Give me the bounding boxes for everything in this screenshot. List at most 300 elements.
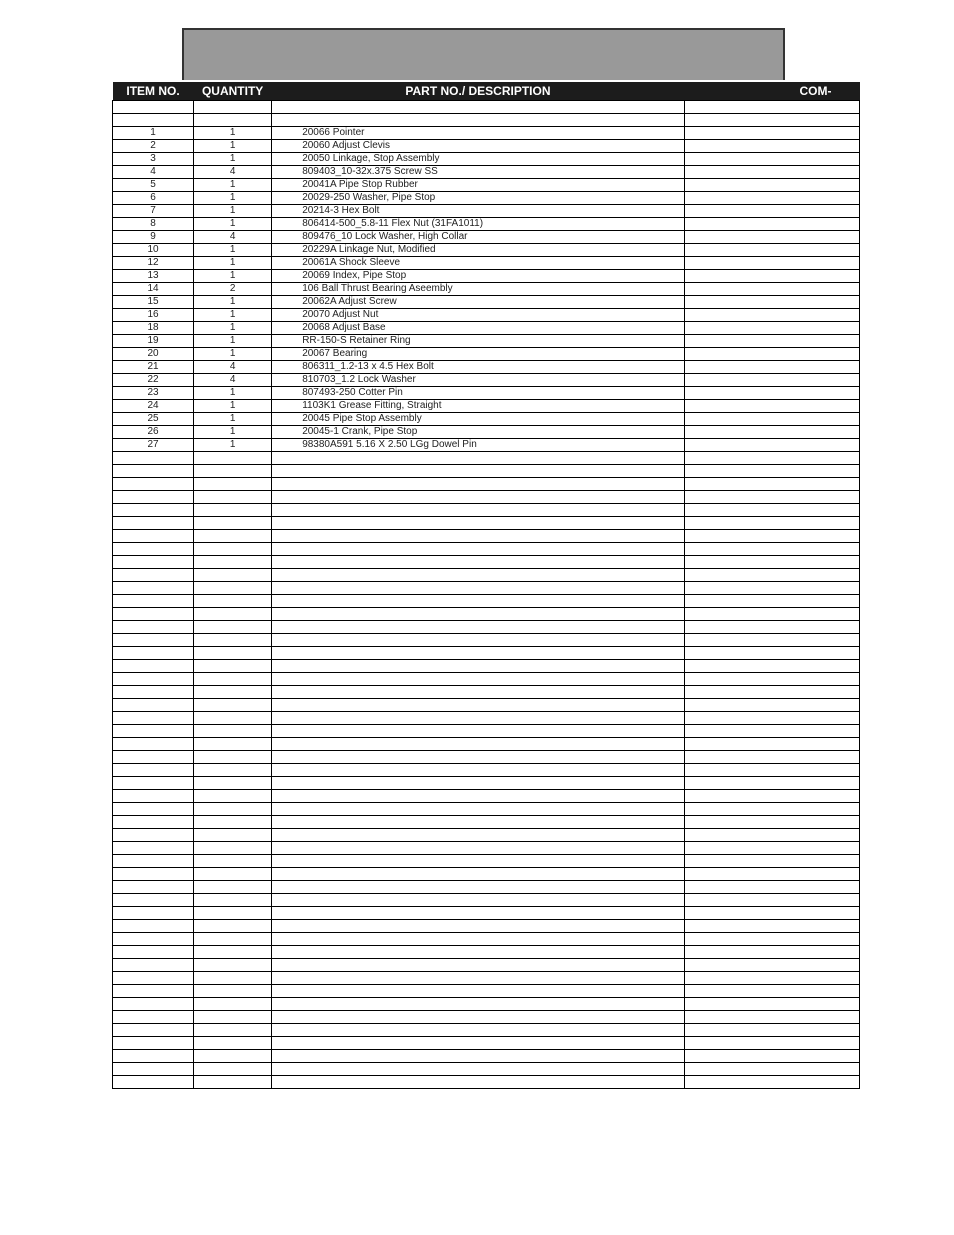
comments-cell	[684, 660, 859, 673]
item-no-cell	[113, 1076, 194, 1089]
description-cell	[272, 803, 685, 816]
table-row	[113, 348, 860, 361]
item-no-cell: 23	[113, 387, 194, 400]
blank-row	[113, 673, 860, 686]
item-no-cell: 2	[113, 140, 194, 153]
comments-cell	[684, 790, 859, 803]
quantity-cell	[194, 621, 272, 634]
description-cell: 20060 Adjust Clevis	[272, 140, 685, 153]
comments-cell	[684, 582, 859, 595]
header-quantity: QUANTITY	[194, 82, 272, 101]
quantity-cell: 1	[194, 244, 272, 257]
comments-cell	[684, 153, 859, 166]
description-cell	[272, 933, 685, 946]
item-no-cell	[113, 569, 194, 582]
quantity-cell: 1	[194, 309, 272, 322]
item-no-cell	[113, 452, 194, 465]
item-no-cell	[113, 1024, 194, 1037]
comments-cell	[684, 283, 859, 296]
comments-cell	[684, 894, 859, 907]
comments-cell	[684, 751, 859, 764]
quantity-cell: 1	[194, 257, 272, 270]
description-cell: 20229A Linkage Nut, Modified	[272, 244, 685, 257]
quantity-cell: 1	[194, 348, 272, 361]
comments-cell	[684, 374, 859, 387]
quantity-cell	[194, 114, 272, 127]
blank-row	[113, 478, 860, 491]
blank-row	[113, 491, 860, 504]
quantity-cell: 1	[194, 218, 272, 231]
blank-row	[113, 907, 860, 920]
table-row	[113, 244, 860, 257]
item-no-cell: 1	[113, 127, 194, 140]
description-cell	[272, 1011, 685, 1024]
blank-row	[113, 699, 860, 712]
quantity-cell	[194, 907, 272, 920]
description-cell	[272, 660, 685, 673]
quantity-cell	[194, 478, 272, 491]
description-cell: 809403_10-32x.375 Screw SS	[272, 166, 685, 179]
description-cell	[272, 946, 685, 959]
blank-row	[113, 686, 860, 699]
comments-cell	[684, 647, 859, 660]
comments-cell	[684, 309, 859, 322]
table-row	[113, 335, 860, 348]
description-cell	[272, 920, 685, 933]
blank-row	[113, 621, 860, 634]
comments-cell	[684, 595, 859, 608]
quantity-cell	[194, 1024, 272, 1037]
item-no-cell	[113, 998, 194, 1011]
comments-cell	[684, 296, 859, 309]
comments-cell	[684, 972, 859, 985]
comments-cell	[684, 777, 859, 790]
comments-cell	[684, 569, 859, 582]
comments-cell	[684, 1037, 859, 1050]
blank-row	[113, 101, 860, 114]
item-no-cell: 27	[113, 439, 194, 452]
quantity-cell: 1	[194, 192, 272, 205]
description-cell: 20067 Bearing	[272, 348, 685, 361]
item-no-cell: 18	[113, 322, 194, 335]
description-cell	[272, 998, 685, 1011]
description-cell: 20050 Linkage, Stop Assembly	[272, 153, 685, 166]
quantity-cell: 1	[194, 270, 272, 283]
comments-cell	[684, 764, 859, 777]
item-no-cell	[113, 699, 194, 712]
table-row	[113, 140, 860, 153]
description-cell	[272, 686, 685, 699]
comments-cell	[684, 335, 859, 348]
description-cell	[272, 1076, 685, 1089]
description-cell: 20062A Adjust Screw	[272, 296, 685, 309]
comments-cell	[684, 517, 859, 530]
description-cell	[272, 647, 685, 660]
quantity-cell	[194, 790, 272, 803]
description-cell	[272, 621, 685, 634]
comments-cell	[684, 920, 859, 933]
item-no-cell	[113, 712, 194, 725]
comments-cell	[684, 270, 859, 283]
blank-row	[113, 114, 860, 127]
comments-cell	[684, 101, 859, 114]
description-cell	[272, 1050, 685, 1063]
blank-row	[113, 764, 860, 777]
comments-cell	[684, 673, 859, 686]
comments-cell	[684, 192, 859, 205]
quantity-cell: 1	[194, 413, 272, 426]
quantity-cell: 4	[194, 166, 272, 179]
item-no-cell: 5	[113, 179, 194, 192]
comments-cell	[684, 959, 859, 972]
quantity-cell: 1	[194, 439, 272, 452]
quantity-cell	[194, 855, 272, 868]
description-cell: 20066 Pointer	[272, 127, 685, 140]
description-cell	[272, 465, 685, 478]
description-cell: 810703_1.2 Lock Washer	[272, 374, 685, 387]
item-no-cell	[113, 465, 194, 478]
blank-row	[113, 608, 860, 621]
description-cell	[272, 114, 685, 127]
table-row	[113, 283, 860, 296]
description-cell	[272, 959, 685, 972]
description-cell: 20041A Pipe Stop Rubber	[272, 179, 685, 192]
quantity-cell	[194, 985, 272, 998]
item-no-cell: 9	[113, 231, 194, 244]
blank-row	[113, 465, 860, 478]
table-row	[113, 387, 860, 400]
comments-cell	[684, 1050, 859, 1063]
description-cell	[272, 790, 685, 803]
header-comments: COM-	[684, 82, 859, 101]
description-cell	[272, 842, 685, 855]
description-cell: 20045-1 Crank, Pipe Stop	[272, 426, 685, 439]
quantity-cell	[194, 751, 272, 764]
quantity-cell	[194, 998, 272, 1011]
comments-cell	[684, 699, 859, 712]
item-no-cell	[113, 946, 194, 959]
comments-cell	[684, 556, 859, 569]
comments-cell	[684, 140, 859, 153]
item-no-cell	[113, 530, 194, 543]
blank-row	[113, 595, 860, 608]
item-no-cell	[113, 855, 194, 868]
item-no-cell	[113, 725, 194, 738]
quantity-cell	[194, 894, 272, 907]
description-cell	[272, 868, 685, 881]
quantity-cell	[194, 972, 272, 985]
blank-row	[113, 569, 860, 582]
item-no-cell	[113, 829, 194, 842]
description-cell	[272, 504, 685, 517]
table-row	[113, 205, 860, 218]
description-cell: 20069 Index, Pipe Stop	[272, 270, 685, 283]
description-cell	[272, 1063, 685, 1076]
item-no-cell	[113, 582, 194, 595]
quantity-cell	[194, 582, 272, 595]
quantity-cell	[194, 712, 272, 725]
description-cell	[272, 478, 685, 491]
item-no-cell	[113, 543, 194, 556]
blank-row	[113, 1037, 860, 1050]
table-row	[113, 309, 860, 322]
description-cell	[272, 491, 685, 504]
quantity-cell	[194, 465, 272, 478]
comments-cell	[684, 946, 859, 959]
quantity-cell: 1	[194, 153, 272, 166]
comments-cell	[684, 621, 859, 634]
quantity-cell: 4	[194, 361, 272, 374]
table-row	[113, 127, 860, 140]
comments-cell	[684, 1011, 859, 1024]
blank-row	[113, 829, 860, 842]
quantity-cell	[194, 517, 272, 530]
quantity-cell	[194, 699, 272, 712]
header-item-no: ITEM NO.	[113, 82, 194, 101]
quantity-cell	[194, 1011, 272, 1024]
comments-cell	[684, 634, 859, 647]
description-cell	[272, 738, 685, 751]
comments-cell	[684, 816, 859, 829]
item-no-cell	[113, 933, 194, 946]
quantity-cell: 1	[194, 426, 272, 439]
quantity-cell	[194, 1050, 272, 1063]
comments-cell	[684, 257, 859, 270]
comments-cell	[684, 218, 859, 231]
blank-row	[113, 920, 860, 933]
blank-row	[113, 530, 860, 543]
item-no-cell	[113, 881, 194, 894]
comments-cell	[684, 686, 859, 699]
table-row	[113, 218, 860, 231]
header-description: PART NO./ DESCRIPTION	[272, 82, 685, 101]
comments-cell	[684, 543, 859, 556]
comments-cell	[684, 725, 859, 738]
quantity-cell: 4	[194, 374, 272, 387]
comments-cell	[684, 1024, 859, 1037]
blank-row	[113, 972, 860, 985]
blank-row	[113, 504, 860, 517]
item-no-cell	[113, 764, 194, 777]
comments-cell	[684, 881, 859, 894]
comments-cell	[684, 842, 859, 855]
description-cell	[272, 634, 685, 647]
quantity-cell	[194, 647, 272, 660]
item-no-cell: 8	[113, 218, 194, 231]
description-cell: 106 Ball Thrust Bearing Aseembly	[272, 283, 685, 296]
quantity-cell	[194, 829, 272, 842]
blank-row	[113, 725, 860, 738]
description-cell	[272, 608, 685, 621]
comments-cell	[684, 361, 859, 374]
quantity-cell	[194, 959, 272, 972]
item-no-cell: 22	[113, 374, 194, 387]
description-cell	[272, 829, 685, 842]
item-no-cell	[113, 647, 194, 660]
quantity-cell: 1	[194, 335, 272, 348]
quantity-cell	[194, 569, 272, 582]
blank-row	[113, 452, 860, 465]
description-cell: 20061A Shock Sleeve	[272, 257, 685, 270]
blank-row	[113, 751, 860, 764]
table-row	[113, 257, 860, 270]
description-cell	[272, 972, 685, 985]
quantity-cell	[194, 673, 272, 686]
table-row	[113, 166, 860, 179]
description-cell	[272, 556, 685, 569]
blank-row	[113, 556, 860, 569]
quantity-cell: 1	[194, 296, 272, 309]
item-no-cell	[113, 1037, 194, 1050]
item-no-cell	[113, 478, 194, 491]
description-cell	[272, 1024, 685, 1037]
parts-table-body	[113, 101, 860, 1089]
blank-row	[113, 738, 860, 751]
blank-row	[113, 855, 860, 868]
description-cell	[272, 543, 685, 556]
blank-row	[113, 881, 860, 894]
blank-row	[113, 816, 860, 829]
quantity-cell	[194, 933, 272, 946]
item-no-cell: 3	[113, 153, 194, 166]
item-no-cell	[113, 1063, 194, 1076]
quantity-cell	[194, 1037, 272, 1050]
item-no-cell	[113, 686, 194, 699]
item-no-cell: 7	[113, 205, 194, 218]
item-no-cell: 20	[113, 348, 194, 361]
quantity-cell: 1	[194, 179, 272, 192]
description-cell: 20070 Adjust Nut	[272, 309, 685, 322]
description-cell: 807493-250 Cotter Pin	[272, 387, 685, 400]
item-no-cell	[113, 673, 194, 686]
blank-row	[113, 894, 860, 907]
quantity-cell	[194, 868, 272, 881]
item-no-cell	[113, 114, 194, 127]
item-no-cell	[113, 985, 194, 998]
item-no-cell	[113, 634, 194, 647]
comments-cell	[684, 998, 859, 1011]
quantity-cell	[194, 816, 272, 829]
quantity-cell: 1	[194, 127, 272, 140]
blank-row	[113, 998, 860, 1011]
quantity-cell	[194, 1076, 272, 1089]
comments-cell	[684, 829, 859, 842]
item-no-cell	[113, 842, 194, 855]
description-cell	[272, 1037, 685, 1050]
blank-row	[113, 647, 860, 660]
item-no-cell: 16	[113, 309, 194, 322]
item-no-cell	[113, 959, 194, 972]
blank-row	[113, 1011, 860, 1024]
description-cell	[272, 777, 685, 790]
item-no-cell	[113, 803, 194, 816]
comments-cell	[684, 1063, 859, 1076]
description-cell	[272, 751, 685, 764]
blank-row	[113, 946, 860, 959]
quantity-cell	[194, 608, 272, 621]
quantity-cell	[194, 946, 272, 959]
description-cell	[272, 855, 685, 868]
comments-cell	[684, 504, 859, 517]
comments-cell	[684, 166, 859, 179]
blank-row	[113, 582, 860, 595]
quantity-cell	[194, 738, 272, 751]
blank-row	[113, 1076, 860, 1089]
item-no-cell	[113, 1011, 194, 1024]
table-row	[113, 179, 860, 192]
item-no-cell: 26	[113, 426, 194, 439]
quantity-cell	[194, 660, 272, 673]
item-no-cell	[113, 751, 194, 764]
quantity-cell	[194, 595, 272, 608]
comments-cell	[684, 205, 859, 218]
quantity-cell	[194, 543, 272, 556]
comments-cell	[684, 387, 859, 400]
item-no-cell	[113, 777, 194, 790]
description-cell: 20068 Adjust Base	[272, 322, 685, 335]
description-cell: 806414-500_5.8-11 Flex Nut (31FA1011)	[272, 218, 685, 231]
comments-cell	[684, 439, 859, 452]
table-row	[113, 296, 860, 309]
item-no-cell	[113, 556, 194, 569]
comments-cell	[684, 530, 859, 543]
description-cell	[272, 582, 685, 595]
item-no-cell	[113, 1050, 194, 1063]
quantity-cell: 4	[194, 231, 272, 244]
description-cell	[272, 699, 685, 712]
item-no-cell	[113, 790, 194, 803]
quantity-cell: 1	[194, 387, 272, 400]
item-no-cell: 13	[113, 270, 194, 283]
table-row	[113, 439, 860, 452]
blank-row	[113, 790, 860, 803]
description-cell	[272, 907, 685, 920]
table-row	[113, 231, 860, 244]
quantity-cell	[194, 777, 272, 790]
table-row	[113, 322, 860, 335]
item-no-cell: 25	[113, 413, 194, 426]
quantity-cell: 1	[194, 140, 272, 153]
comments-cell	[684, 985, 859, 998]
description-cell: 98380A591 5.16 X 2.50 LGg Dowel Pin	[272, 439, 685, 452]
quantity-cell	[194, 686, 272, 699]
quantity-cell: 1	[194, 400, 272, 413]
description-cell	[272, 101, 685, 114]
blank-row	[113, 634, 860, 647]
blank-row	[113, 1063, 860, 1076]
table-row	[113, 374, 860, 387]
item-no-cell	[113, 738, 194, 751]
quantity-cell	[194, 725, 272, 738]
quantity-cell	[194, 634, 272, 647]
item-no-cell: 24	[113, 400, 194, 413]
description-cell	[272, 517, 685, 530]
item-no-cell	[113, 101, 194, 114]
blank-row	[113, 517, 860, 530]
quantity-cell	[194, 920, 272, 933]
comments-cell	[684, 400, 859, 413]
quantity-cell	[194, 842, 272, 855]
item-no-cell	[113, 517, 194, 530]
description-cell	[272, 673, 685, 686]
item-no-cell	[113, 491, 194, 504]
description-cell	[272, 985, 685, 998]
blank-row	[113, 868, 860, 881]
parts-list-table	[112, 82, 860, 1089]
table-row	[113, 270, 860, 283]
item-no-cell	[113, 595, 194, 608]
quantity-cell	[194, 530, 272, 543]
